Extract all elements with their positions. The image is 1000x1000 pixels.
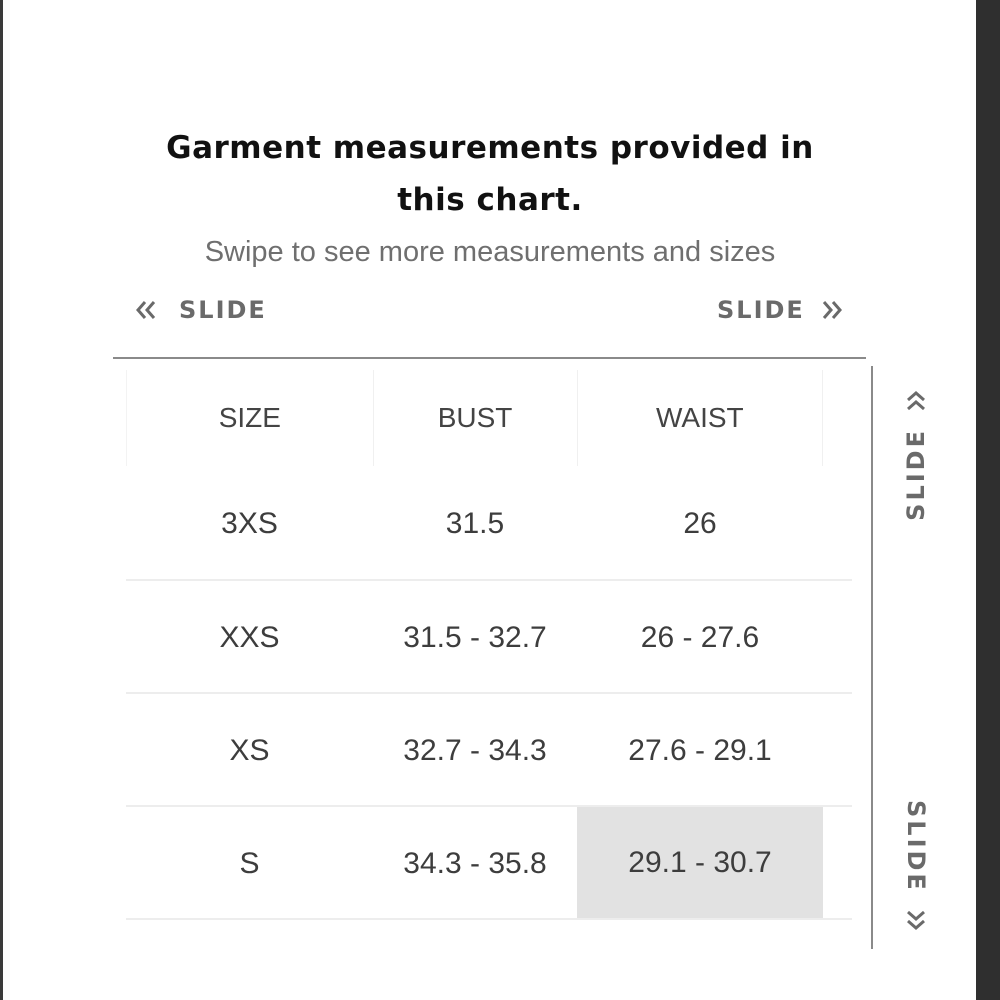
slide-right-button[interactable] <box>717 296 845 324</box>
column-header-spacer <box>822 370 852 466</box>
row-spacer <box>823 807 852 920</box>
row-spacer <box>823 694 852 807</box>
bust-cell: 31.5 - 32.7 <box>403 620 547 654</box>
table-row <box>126 466 852 581</box>
double-chevron-down-icon <box>903 907 929 933</box>
bust-cell: 31.5 <box>445 506 505 540</box>
column-header-size: SIZE <box>126 370 373 466</box>
slide-left-label: SLIDE <box>179 296 267 324</box>
page-title <box>140 122 840 226</box>
slide-right-label: SLIDE <box>717 296 805 324</box>
column-header-bust: BUST <box>373 370 577 466</box>
right-frame-edge <box>976 0 1000 1000</box>
title-line-2: this chart. <box>397 182 583 218</box>
size-cell: XXS <box>219 620 280 654</box>
table-header-row <box>126 370 852 466</box>
bust-cell: 32.7 - 34.3 <box>403 733 547 767</box>
slide-up-button[interactable] <box>902 388 930 521</box>
slide-up-label: SLIDE <box>902 428 930 521</box>
size-cell: S <box>239 846 260 880</box>
waist-cell: 26 <box>683 506 717 540</box>
bust-cell: 34.3 - 35.8 <box>403 846 547 880</box>
right-divider <box>871 366 873 949</box>
row-spacer <box>823 466 852 581</box>
waist-cell: 26 - 27.6 <box>640 620 760 654</box>
double-chevron-up-icon <box>903 388 929 414</box>
left-frame-edge <box>0 0 3 1000</box>
size-cell: XS <box>229 733 270 767</box>
double-chevron-left-icon <box>133 297 159 323</box>
waist-cell-highlighted[interactable]: 29.1 - 30.7 <box>577 807 823 918</box>
slide-down-button[interactable] <box>902 800 930 933</box>
column-header-waist: WAIST <box>577 370 823 466</box>
slide-down-label: SLIDE <box>902 800 930 893</box>
waist-cell: 27.6 - 29.1 <box>628 733 772 767</box>
table-row <box>126 694 852 807</box>
size-cell: 3XS <box>221 506 278 540</box>
title-line-1: Garment measurements provided in <box>166 130 814 166</box>
slide-left-button[interactable] <box>133 296 267 324</box>
double-chevron-right-icon <box>819 297 845 323</box>
top-divider <box>113 357 866 359</box>
subtitle: Swipe to see more measurements and sizes <box>204 236 776 268</box>
row-spacer <box>823 581 852 694</box>
table-row <box>126 807 852 920</box>
table-row <box>126 581 852 694</box>
size-chart-table[interactable] <box>126 370 852 920</box>
